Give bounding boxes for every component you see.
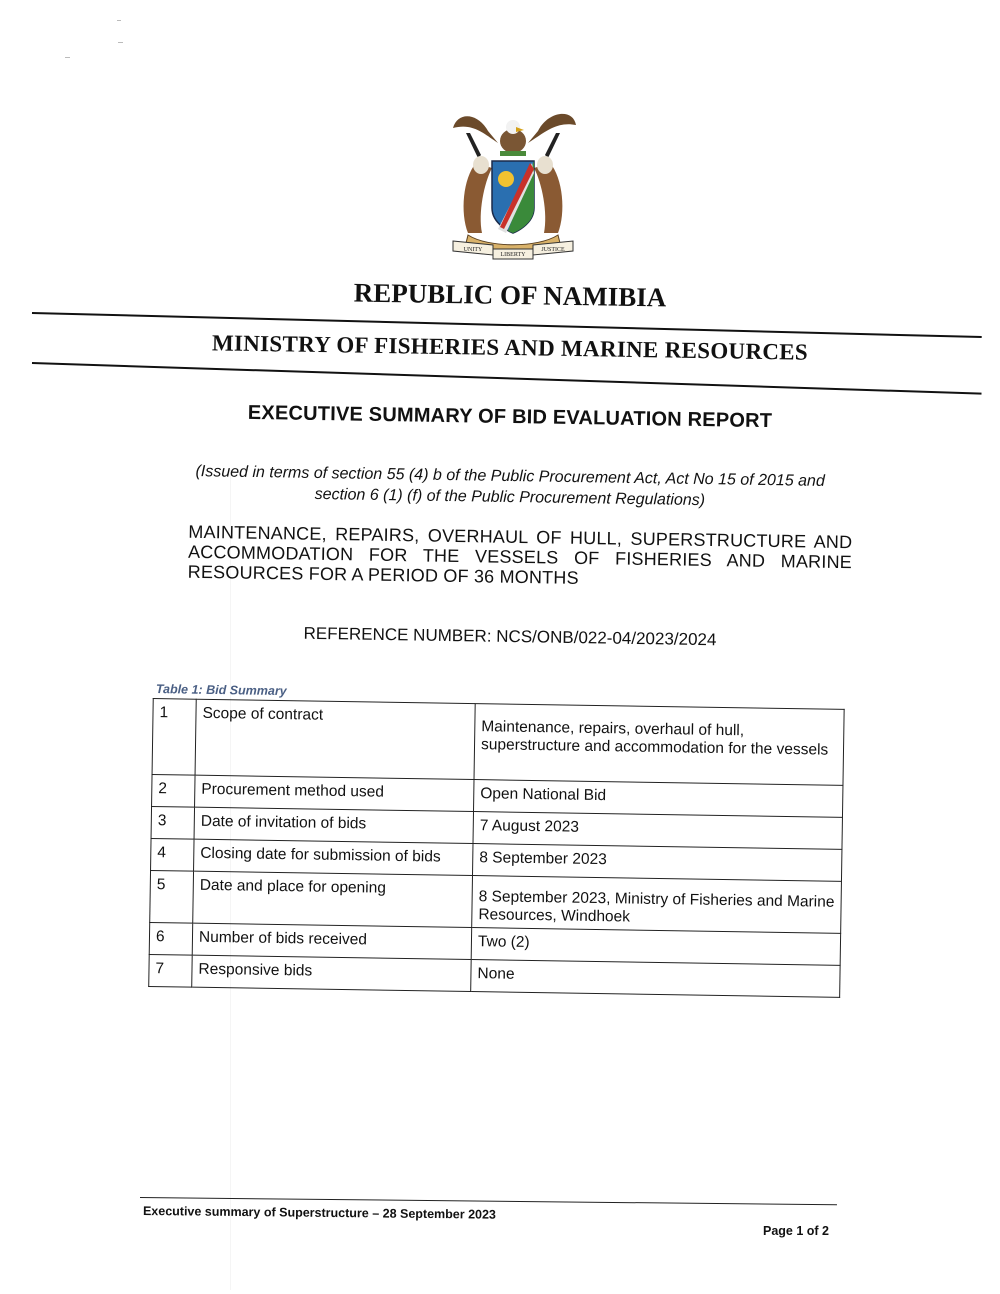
row-value: 8 September 2023, Ministry of Fisheries and Marine Resources, Windhoek (472, 876, 842, 934)
reference-number: REFERENCE NUMBER: NCS/ONB/022-04/2023/2024 (303, 623, 717, 650)
row-label: Scope of contract (195, 699, 475, 779)
row-label: Responsive bids (192, 955, 471, 991)
row-number: 5 (150, 870, 194, 923)
svg-text:UNITY: UNITY (463, 247, 483, 253)
row-label: Date and place for opening (193, 871, 473, 927)
row-value: Two (2) (471, 928, 840, 966)
bid-summary-table-container (148, 682, 845, 998)
namibia-coat-of-arms-icon (448, 103, 578, 268)
country-title: REPUBLIC OF NAMIBIA (353, 277, 667, 313)
row-value: Maintenance, repairs, overhaul of hull, superstructure and accommodation for the vessels (474, 704, 844, 786)
row-number: 6 (149, 922, 192, 955)
ministry-title: MINISTRY OF FISHERIES AND MARINE RESOURCES (211, 330, 809, 365)
row-number: 4 (151, 838, 194, 871)
svg-text:LIBERTY: LIBERTY (500, 252, 526, 258)
table-row (152, 699, 844, 786)
row-number: 7 (149, 954, 192, 987)
row-number: 1 (152, 699, 196, 776)
row-value: 7 August 2023 (473, 812, 842, 850)
row-number: 3 (151, 806, 194, 839)
row-number: 2 (152, 774, 195, 807)
footer-divider (140, 1197, 837, 1205)
report-heading: EXECUTIVE SUMMARY OF BID EVALUATION REPORT (247, 401, 773, 433)
row-label: Procurement method used (195, 775, 474, 811)
row-label: Number of bids received (192, 923, 471, 959)
table-caption: Table 1: Bid Summary (155, 682, 287, 699)
row-label: Closing date for submission of bids (194, 839, 473, 875)
row-value: Open National Bid (474, 780, 843, 818)
svg-text:JUSTICE: JUSTICE (541, 247, 565, 253)
row-label: Date of invitation of bids (194, 807, 473, 843)
footer-document-title: Executive summary of Superstructure – 28 September 2023 (142, 1204, 496, 1222)
bid-subject: MAINTENANCE, REPAIRS, OVERHAUL OF HULL, SUPERSTRUCTURE AND ACCOMMODATION FOR THE VESSELS OF FISHERIES AND MARINE RESOURCES FOR A PERIOD OF 36 MONTHS (187, 521, 853, 588)
page-number: Page 1 of 2 (763, 1224, 829, 1238)
issued-statement: (Issued in terms of section 55 (4) b of the Public Procurement Act, Act No 15 of 2015 and section 6 (1) (f) of the Public Procurement Regulations) (195, 463, 825, 510)
row-value: 8 September 2023 (472, 844, 841, 882)
divider-bottom (32, 362, 982, 395)
bid-summary-table (148, 698, 844, 998)
row-value: None (471, 960, 840, 998)
